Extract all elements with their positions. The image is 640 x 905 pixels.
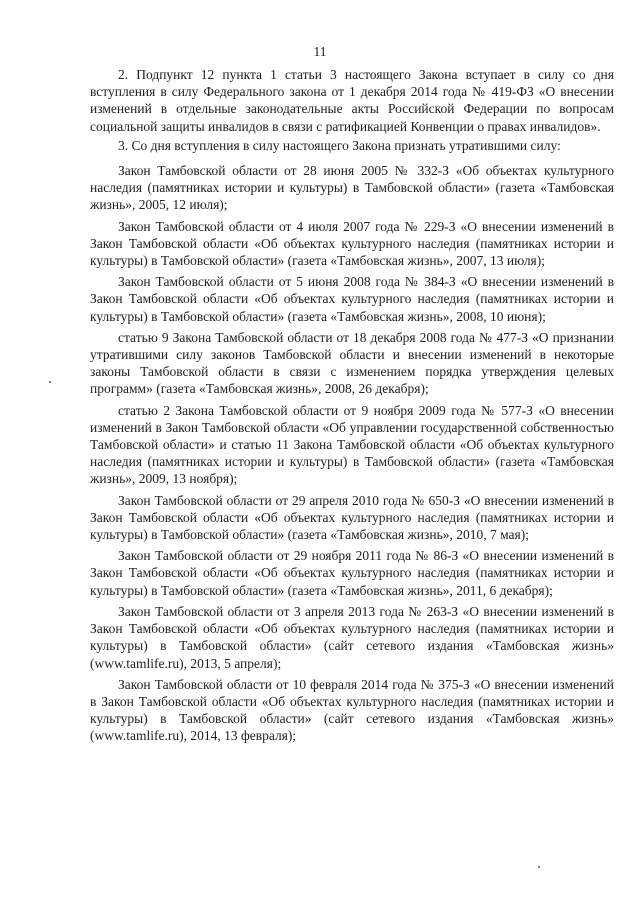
document-body <box>90 66 614 749</box>
scan-speck <box>538 866 540 868</box>
repealed-law-item: статью 2 Закона Тамбовской области от 9 ноября 2009 года № 577-З «О внесении изменений в Закон Тамбовской области «Об управлении государственной собственностью Тамбовской области» и статью 11 Закона Тамбовской области «Об объектах культурного наследия (памятниках истории и культуры) в Тамбовской области» (газета «Тамбовская жизнь», 2009, 13 ноября); <box>90 402 614 487</box>
repealed-law-item: Закон Тамбовской области от 3 апреля 2013 года № 263-З «О внесении изменений в Закон Тамбовской области «Об объектах культурного наследия (памятниках истории и культуры) в Тамбовской области» (сайт сетевого издания «Тамбовская жизнь» (www.tamlife.ru), 2013, 5 апреля); <box>90 603 614 671</box>
paragraph-clause-3: 3. Со дня вступления в силу настоящего Закона признать утратившими силу: <box>118 137 561 153</box>
repealed-law-item: Закон Тамбовской области от 5 июня 2008 года № 384-З «О внесении изменений в Закон Тамбовской области «Об объектах культурного наследия (памятниках истории и культуры) в Тамбовской области» (газета «Тамбовская жизнь», 2008, 10 июня); <box>90 274 614 324</box>
repealed-law-item: Закон Тамбовской области от 29 ноября 2011 года № 86-З «О внесении изменений в Закон Тамбовской области «Об объектах культурного наследия (памятниках истории и культуры) в Тамбовской области» (газета «Тамбовская жизнь», 2011, 6 декабря); <box>90 548 614 598</box>
paragraph-clause-2: 2. Подпункт 12 пункта 1 статьи 3 настоящего Закона вступает в силу со дня вступления в силу Федерального закона от 1 декабря 2014 года № 419-ФЗ «О внесении изменений в отдельные законодательные акты Российской Федерации по вопросам социальной защиты инвалидов в связи с ратификацией Конвенции о правах инвалидов». <box>90 67 614 134</box>
repealed-law-item: Закон Тамбовской области от 4 июля 2007 года № 229-З «О внесении изменений в Закон Тамбовской области «Об объектах культурного наследия (памятниках истории и культуры) в Тамбовской области» (газета «Тамбовская жизнь», 2007, 13 июля); <box>90 218 614 269</box>
repealed-law-item: Закон Тамбовской области от 10 февраля 2014 года № 375-З «О внесении изменений в Закон Тамбовской области «Об объектах культурного наследия (памятниках истории и культуры) в Тамбовской области» (сайт сетевого издания «Тамбовская жизнь» (www.tamlife.ru), 2014, 13 февраля); <box>90 676 614 744</box>
repealed-law-item: Закон Тамбовской области от 28 июня 2005 № 332-З «Об объектах культурного наследия (памятниках истории и культуры) в Тамбовской области» (газета «Тамбовская жизнь», 2005, 12 июля); <box>90 163 614 213</box>
repealed-law-item: статью 9 Закона Тамбовской области от 18 декабря 2008 года № 477-З «О признании утратившими силу законов Тамбовской области и внесении изменений в некоторые законы Тамбовской области в связи с изменением порядка утверждения целевых программ» (газета «Тамбовская жизнь», 2008, 26 декабря); <box>90 329 614 397</box>
page-number: 11 <box>313 44 327 59</box>
repealed-law-item: Закон Тамбовской области от 29 апреля 2010 года № 650-З «О внесении изменений в Закон Тамбовской области «Об объектах культурного наследия (памятниках истории и культуры) в Тамбовской области» (газета «Тамбовская жизнь», 2010, 7 мая); <box>90 492 614 543</box>
scan-speck <box>49 381 51 383</box>
